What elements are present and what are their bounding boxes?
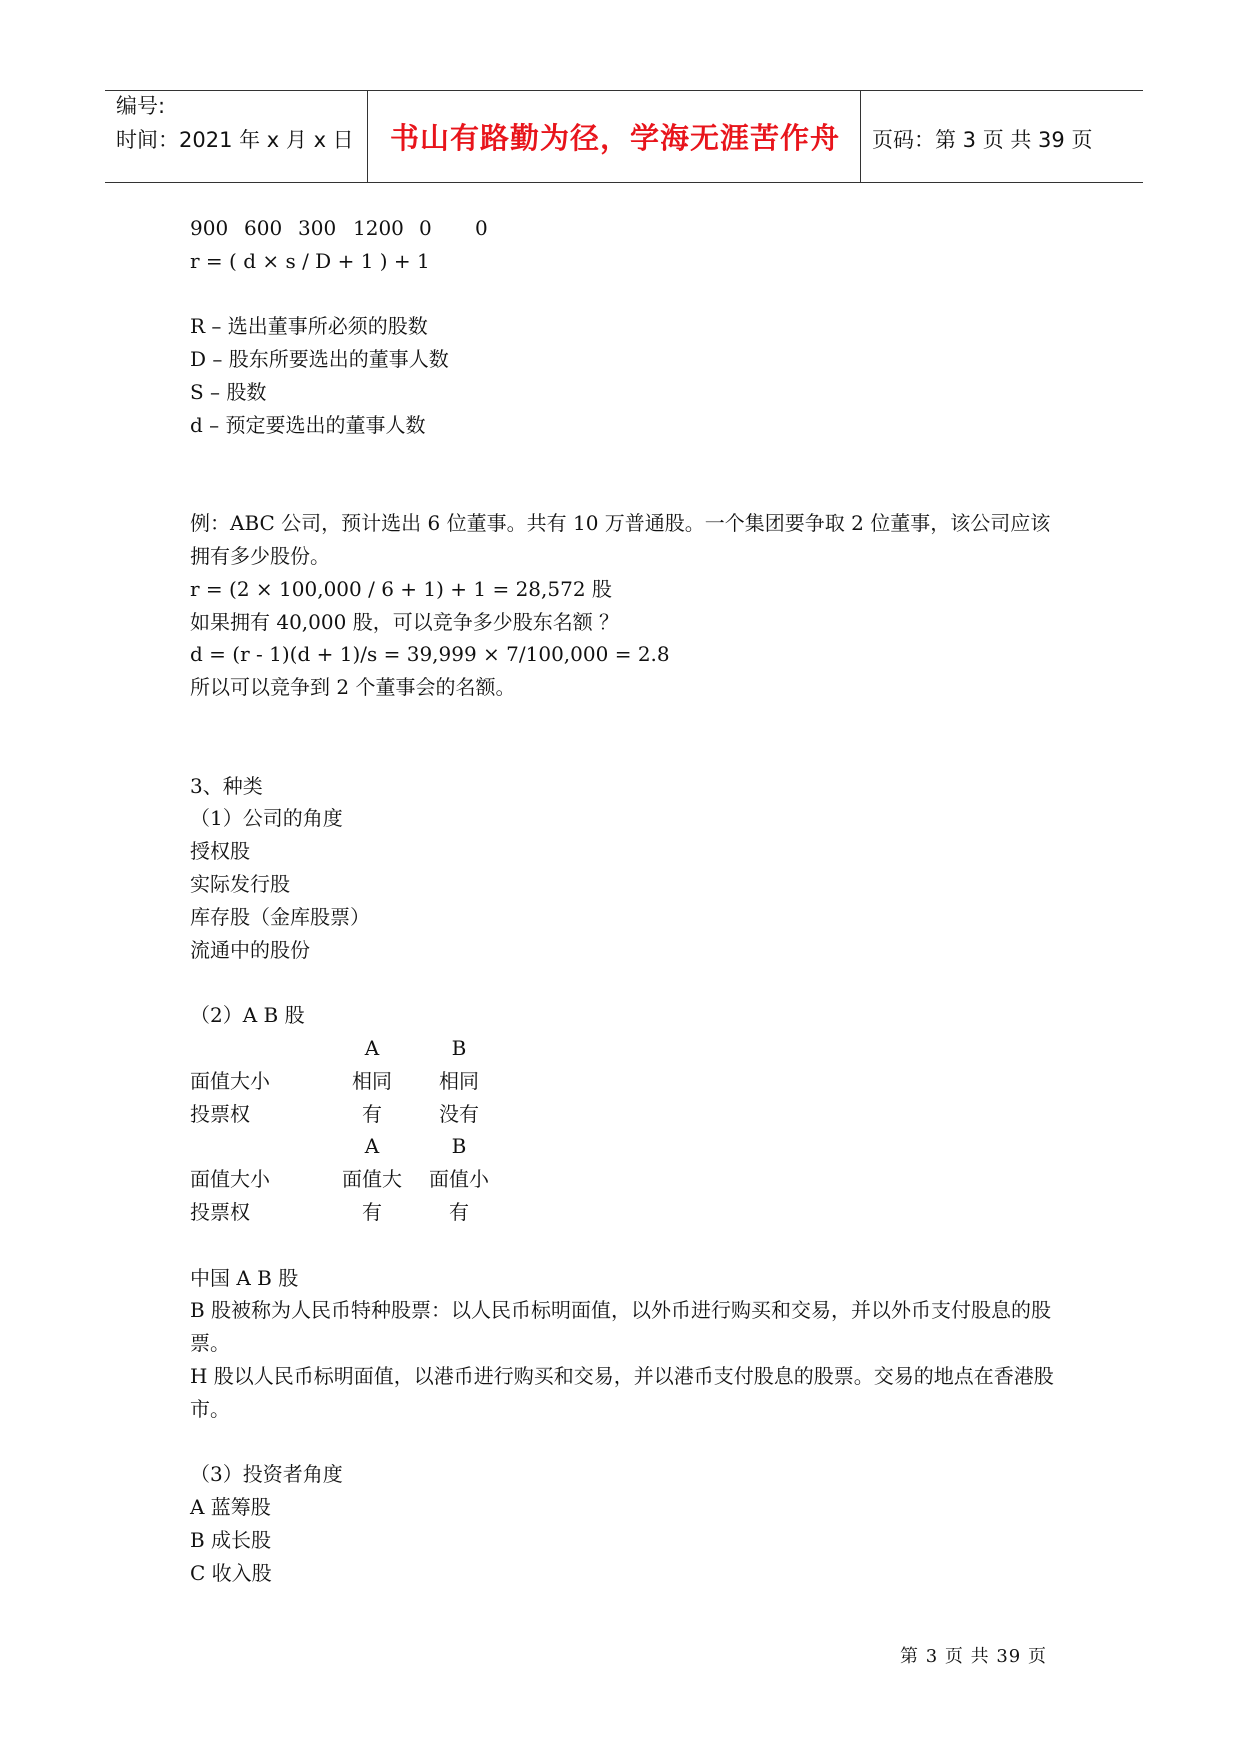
header-meta [116, 92, 354, 154]
table-cell: 面值大 [342, 1167, 402, 1192]
document-body [190, 212, 1070, 1589]
table-row [190, 1196, 1070, 1229]
example-question: 如果拥有 40,000 股，可以竞争多少股东名额 ？ [190, 609, 620, 634]
subsection-title: （1）公司的角度 [190, 806, 343, 831]
header-number-label: 编号: [116, 94, 166, 118]
table-cell: 面值大小 [190, 1167, 270, 1192]
table-cell: 投票权 [190, 1101, 250, 1126]
example-paragraph: 例：ABC 公司，预计选出 6 位董事。共有 10 万普通股。一个集团要争取 2 位董事，该公司应该拥有多少股份。 [190, 511, 1051, 568]
subsection-title: （3）投资者角度 [190, 1462, 343, 1487]
table-cell: 面值大小 [190, 1068, 270, 1093]
table-cell: 相同 [352, 1068, 392, 1093]
list-item: A 蓝筹股 [190, 1495, 271, 1520]
table-cell: 面值小 [429, 1167, 489, 1192]
table-cell: 没有 [439, 1101, 479, 1126]
numbers-row [190, 212, 1070, 245]
list-item: 授权股 [190, 839, 250, 864]
number-cell: 1200 [353, 216, 404, 240]
header-bottom-rule [105, 182, 1143, 183]
definition-item: R – 选出董事所必须的股数 [190, 314, 428, 339]
number-cell: 0 [475, 216, 488, 240]
number-cell: 0 [419, 216, 432, 240]
section-title: 3、种类 [190, 773, 263, 798]
definition-item: D – 股东所要选出的董事人数 [190, 347, 449, 372]
list-item: 库存股（金库股票） [190, 904, 370, 929]
subsection-title: 中国 A B 股 [190, 1265, 299, 1290]
table-cell: 有 [449, 1199, 469, 1224]
table-header: B [451, 1035, 467, 1060]
example-conclusion: 所以可以竞争到 2 个董事会的名额。 [190, 675, 516, 700]
table-cell: 有 [362, 1101, 382, 1126]
number-cell: 900 [190, 216, 229, 240]
subsection-title: （2）A B 股 [190, 1003, 305, 1028]
header-page-label: 页码：第 3 页 共 39 页 [872, 128, 1093, 152]
table-row [190, 1098, 1070, 1131]
table-header-row [190, 1032, 1070, 1065]
header-divider-left [367, 90, 368, 183]
example-calculation: r = (2 × 100,000 / 6 + 1) + 1 = 28,572 股 [190, 576, 612, 601]
number-cell: 600 [244, 216, 283, 240]
b-share-paragraph: B 股被称为人民币特种股票：以人民币标明面值，以外币进行购买和交易，并以外币支付股息的股票。 [190, 1298, 1052, 1356]
table-header: B [451, 1134, 467, 1159]
header-top-rule [105, 90, 1143, 91]
h-share-paragraph: H 股以人民币标明面值，以港币进行购买和交易，并以港币支付股息的股票。交易的地点在香港股市。 [190, 1363, 1054, 1421]
table-row [190, 1065, 1070, 1098]
table-header-row [190, 1130, 1070, 1163]
header-motto: 书山有路勤为径，学海无涯苦作舟 [389, 121, 840, 155]
formula: r = ( d × s / D + 1 ) + 1 [190, 248, 430, 273]
table-header: A [364, 1134, 380, 1159]
list-item: B 成长股 [190, 1527, 272, 1552]
table-cell: 投票权 [190, 1199, 250, 1224]
header-time-label: 时间：2021 年 x 月 x 日 [116, 128, 354, 152]
list-item: C 收入股 [190, 1560, 272, 1585]
table-cell: 有 [362, 1199, 382, 1224]
example-calculation: d = (r - 1)(d + 1)/s = 39,999 × 7/100,000 = 2.8 [190, 642, 670, 667]
table-cell: 相同 [439, 1068, 479, 1093]
list-item: 流通中的股份 [190, 937, 310, 962]
header-divider-right [860, 90, 861, 183]
page-footer: 第 3 页 共 39 页 [900, 1646, 1047, 1667]
definition-item: d – 预定要选出的董事人数 [190, 412, 426, 437]
definition-item: S – 股数 [190, 379, 267, 404]
number-cell: 300 [298, 216, 337, 240]
list-item: 实际发行股 [190, 871, 290, 896]
table-row [190, 1163, 1070, 1196]
table-header: A [364, 1035, 380, 1060]
